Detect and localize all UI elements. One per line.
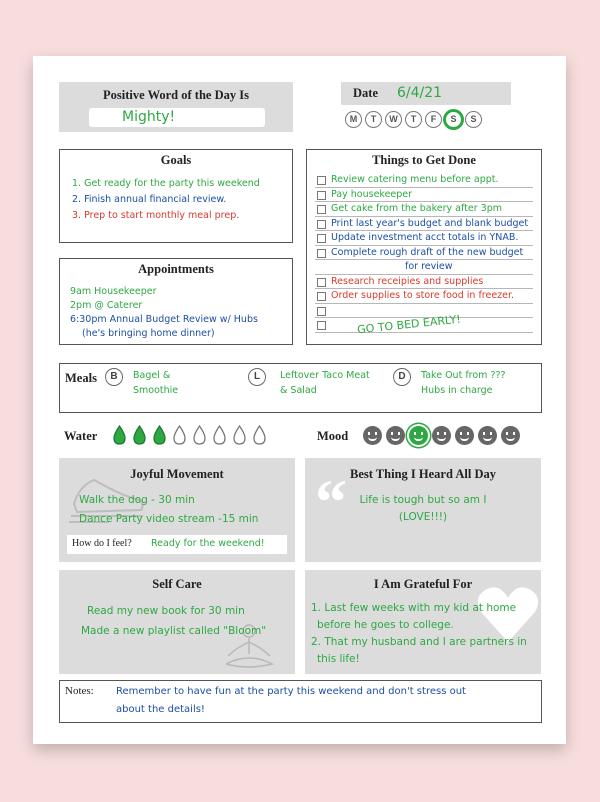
notes-line-1: Remember to have fun at the party this weekend and don't stress out (116, 686, 466, 697)
goal-item: 2. Finish annual financial review. (72, 194, 227, 205)
appointments-title: Appointments (138, 262, 214, 276)
grateful-line: 1. Last few weeks with my kid at home (311, 602, 517, 614)
self-care-box (59, 570, 295, 674)
movement-line-1: Walk the dog - 30 min (79, 494, 195, 506)
joyful-movement-box (59, 458, 295, 562)
best-thing-box (305, 458, 541, 562)
water-drop-filled-icon[interactable] (153, 425, 166, 445)
weekday-0-button[interactable]: M (345, 111, 362, 128)
notes-label: Notes: (65, 685, 94, 697)
water-drop-icon[interactable] (233, 425, 246, 445)
weekday-1-button[interactable]: T (365, 111, 382, 128)
grateful-box (305, 570, 541, 674)
todo-checkbox[interactable] (317, 292, 326, 301)
todo-text: Print last year's budget and blank budget (331, 217, 529, 229)
todo-row (315, 246, 533, 261)
todo-text: Update investment acct totals in YNAB. (331, 232, 519, 243)
feel-field[interactable] (67, 535, 287, 554)
todo-footer-note: GO TO BED EARLY! (356, 312, 462, 337)
todo-title: Things to Get Done (372, 153, 476, 167)
water-drop-icon[interactable] (193, 425, 206, 445)
date-value[interactable]: 6/4/21 (397, 85, 443, 101)
todo-text: Research receipies and supplies (331, 275, 484, 287)
appointments-box (59, 258, 293, 345)
todo-checkbox[interactable] (317, 191, 326, 200)
neutral-face-icon-eyes (506, 432, 515, 435)
dinner-line-1: Take Out from ??? (421, 370, 506, 381)
meals-label: Meals (65, 371, 97, 385)
smiling-face-icon-mouth (414, 437, 423, 441)
todo-text: Pay housekeeper (331, 188, 413, 200)
heart-eyes-face-icon[interactable] (363, 426, 382, 445)
word-of-day-label: Positive Word of the Day Is (103, 88, 249, 102)
todo-row (315, 202, 533, 217)
scream-face-icon[interactable] (432, 426, 451, 445)
todo-text: Complete rough draft of the new budget (331, 246, 524, 258)
notes-line-2: about the details! (116, 704, 205, 715)
joyful-movement-title: Joyful Movement (130, 467, 224, 481)
feel-label: How do I feel? (72, 538, 132, 549)
grateful-title: I Am Grateful For (373, 577, 473, 591)
todo-checkbox[interactable] (317, 278, 326, 287)
grateful-line: this life! (317, 653, 360, 665)
feel-value: Ready for the weekend! (151, 538, 265, 549)
todo-checkbox[interactable] (317, 249, 326, 258)
movement-line-2: Dance Party video stream -15 min (79, 513, 259, 525)
date-label: Date (353, 86, 378, 100)
todo-text: Get cake from the bakery after 3pm (331, 203, 502, 214)
water-drop-icon[interactable] (213, 425, 226, 445)
smiling-face-icon-eyes (414, 432, 423, 435)
todo-row (315, 275, 533, 290)
todo-checkbox[interactable] (317, 234, 326, 243)
angry-face-icon[interactable] (455, 426, 474, 445)
notes-box[interactable] (59, 680, 542, 723)
todo-box (306, 149, 542, 345)
lunch-line-2: & Salad (280, 385, 317, 396)
todo-text: Review catering menu before appt. (331, 174, 499, 185)
water-drop-icon[interactable] (173, 425, 186, 445)
selfcare-line-1: Read my new book for 30 min (87, 605, 245, 617)
quote-icon: “ (315, 466, 347, 537)
todo-text: Order supplies to store food in freezer. (331, 290, 515, 301)
drooling-face-icon-eyes (391, 432, 400, 435)
todo-checkbox[interactable] (317, 205, 326, 214)
todo-checkbox[interactable] (317, 176, 326, 185)
water-label: Water (64, 429, 98, 443)
heart-eyes-face-icon-mouth (368, 437, 377, 441)
word-of-day-field[interactable] (89, 108, 265, 127)
water-drop-filled-icon[interactable] (133, 425, 146, 445)
self-care-title: Self Care (152, 577, 202, 591)
weekday-6-button[interactable]: S (465, 111, 482, 128)
smiling-face-icon[interactable] (409, 426, 428, 445)
best-line-1: Life is tough but so am I (359, 494, 487, 506)
drooling-face-icon-mouth (391, 437, 400, 441)
dizzy-face-icon-mouth (483, 437, 492, 441)
goals-title: Goals (160, 153, 192, 167)
weekday-5-button[interactable]: S (445, 111, 462, 128)
water-tracker (113, 425, 283, 447)
breakfast-line-1: Bagel & (133, 370, 171, 381)
scream-face-icon-eyes (437, 432, 446, 435)
todo-checkbox[interactable] (317, 321, 326, 330)
planner-sheet (33, 56, 566, 744)
date-box (341, 82, 511, 105)
water-drop-icon[interactable] (253, 425, 266, 445)
todo-row (315, 173, 533, 188)
neutral-face-icon[interactable] (501, 426, 520, 445)
word-of-day-box (59, 82, 293, 132)
drooling-face-icon[interactable] (386, 426, 405, 445)
scream-face-icon-mouth (437, 437, 446, 441)
weekday-2-button[interactable]: W (385, 111, 402, 128)
todo-row (315, 231, 533, 246)
breakfast-line-2: Smoothie (133, 385, 179, 396)
water-drop-filled-icon[interactable] (113, 425, 126, 445)
heart-eyes-face-icon-eyes (368, 432, 377, 435)
angry-face-icon-eyes (460, 432, 469, 435)
best-thing-title: Best Thing I Heard All Day (350, 467, 496, 481)
todo-row (315, 260, 533, 275)
weekday-4-button[interactable]: F (425, 111, 442, 128)
dizzy-face-icon-eyes (483, 432, 492, 435)
todo-checkbox[interactable] (317, 307, 326, 316)
appointment-item: (he's bringing home dinner) (82, 328, 215, 339)
dinner-icon: D (393, 368, 411, 386)
todo-row (315, 217, 533, 232)
appointment-item: 9am Housekeeper (70, 286, 157, 297)
goals-box (59, 149, 293, 243)
neutral-face-icon-mouth (506, 437, 515, 441)
grateful-line: before he goes to college. (317, 619, 454, 631)
weekday-selector (345, 111, 515, 131)
grateful-line: 2. That my husband and I are partners in (311, 636, 527, 648)
breakfast-icon: B (105, 368, 123, 386)
best-line-2: (LOVE!!!) (398, 511, 448, 523)
lunch-line-1: Leftover Taco Meat (280, 370, 370, 381)
dizzy-face-icon[interactable] (478, 426, 497, 445)
mood-tracker (363, 426, 538, 448)
goal-item: 3. Prep to start monthly meal prep. (72, 210, 240, 221)
lunch-icon: L (248, 368, 266, 386)
todo-row (315, 188, 533, 203)
todo-checkbox[interactable] (317, 220, 326, 229)
goal-item: 1. Get ready for the party this weekend (72, 178, 260, 189)
mood-label: Mood (317, 429, 349, 443)
meals-box (59, 363, 542, 413)
angry-face-icon-mouth (460, 437, 469, 441)
weekday-3-button[interactable]: T (405, 111, 422, 128)
appointment-item: 6:30pm Annual Budget Review w/ Hubs (70, 314, 258, 325)
todo-row (315, 289, 533, 304)
todo-text: for review (405, 261, 453, 272)
dinner-line-2: Hubs in charge (421, 385, 493, 396)
selfcare-line-2: Made a new playlist called "Bloom" (81, 625, 267, 637)
appointment-item: 2pm @ Caterer (70, 300, 143, 311)
word-of-day-value: Mighty! (122, 109, 176, 125)
